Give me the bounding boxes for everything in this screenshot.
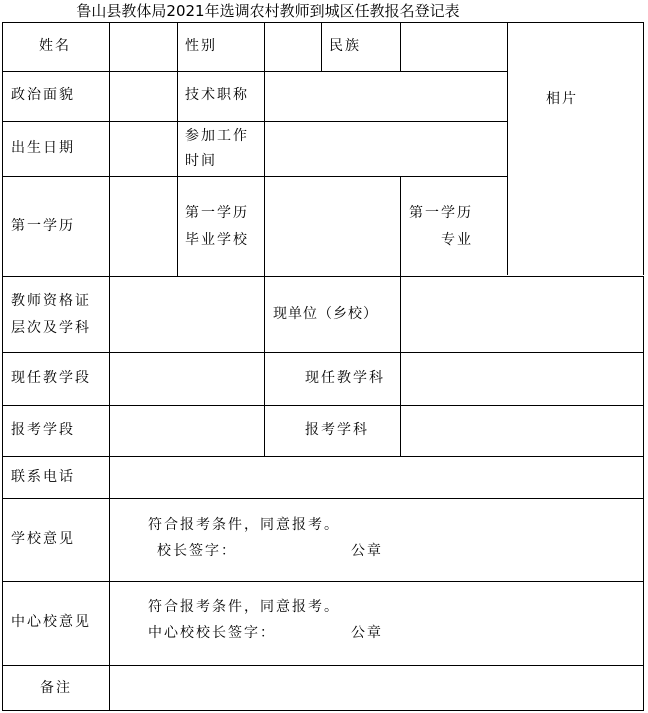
gender-field[interactable] [264,22,321,71]
form-title: 鲁山县教体局2021年选调农村教师到城区任教报名登记表 [76,2,460,20]
registration-form [0,22,648,713]
apply-stage-field[interactable] [109,405,264,456]
tech-title-label: 技术职称 [185,87,249,103]
birth-date-label-cell [2,121,109,176]
cert-label-cell [2,276,109,352]
school-principal-sign-label: 校长签字： [157,543,237,559]
apply-subject-label: 报考学科 [305,422,369,438]
apply-subject-field[interactable] [400,405,644,456]
apply-stage-label: 报考学段 [11,422,75,438]
remarks-field[interactable] [109,665,644,711]
name-field[interactable] [109,22,177,71]
gender-label-cell [177,22,264,71]
birth-date-label: 出生日期 [11,140,75,156]
first-edu-major-label-line2: 专业 [441,232,473,248]
center-seal-label: 公章 [351,625,383,641]
first-edu-label-cell [2,176,109,276]
cert-label-line2: 层次及学科 [11,320,91,336]
first-edu-major-label-cell [400,176,507,276]
first-edu-school-label-line1: 第一学历 [185,205,249,221]
cert-label-line1: 教师资格证 [11,293,91,309]
ethnicity-label-cell [321,22,400,71]
ethnicity-label: 民族 [329,38,361,54]
current-subject-field[interactable] [400,352,644,405]
political-status-label: 政治面貌 [11,87,75,103]
tech-title-label-cell [177,71,264,121]
current-subject-label-cell [264,352,400,405]
current-subject-label: 现任教学科 [305,370,385,386]
remarks-label-cell [2,665,109,711]
current-stage-label: 现任教学段 [11,370,91,386]
current-unit-field[interactable] [400,276,644,352]
first-edu-school-label-line2: 毕业学校 [185,232,249,248]
remarks-label: 备注 [40,680,72,696]
work-start-label-line2: 时间 [185,153,217,169]
center-opinion-label-cell [2,581,109,665]
work-start-field[interactable] [264,121,507,176]
school-agree-text: 符合报考条件，同意报考。 [148,517,340,533]
apply-stage-label-cell [2,405,109,456]
school-opinion-label: 学校意见 [11,531,75,547]
political-status-field[interactable] [109,71,177,121]
phone-label-cell [2,456,109,498]
first-edu-school-field[interactable] [264,176,400,276]
first-edu-major-label-line1: 第一学历 [409,205,473,221]
current-stage-label-cell [2,352,109,405]
center-agree-text: 符合报考条件，同意报考。 [148,599,340,615]
cert-field[interactable] [109,276,264,352]
birth-date-field[interactable] [109,121,177,176]
photo-label: 相片 [546,91,578,107]
name-label-cell [2,22,109,71]
first-edu-label: 第一学历 [11,218,75,234]
phone-label: 联系电话 [11,469,75,485]
current-unit-label: 现单位（乡校） [273,306,378,322]
school-opinion-box[interactable] [109,498,644,581]
work-start-label-cell [177,121,264,176]
work-start-label-line1: 参加工作 [185,128,249,144]
apply-subject-label-cell [264,405,400,456]
school-opinion-label-cell [2,498,109,581]
ethnicity-field[interactable] [400,22,507,71]
political-status-label-cell [2,71,109,121]
current-unit-label-cell [264,276,400,352]
tech-title-field[interactable] [264,71,507,121]
photo-box [507,22,644,275]
school-seal-label: 公章 [351,543,383,559]
center-opinion-box[interactable] [109,581,644,665]
center-opinion-label: 中心校意见 [11,614,91,630]
phone-field[interactable] [109,456,644,498]
name-label: 姓名 [39,38,71,54]
first-edu-field[interactable] [109,176,177,276]
gender-label: 性别 [185,38,217,54]
current-stage-field[interactable] [109,352,264,405]
center-principal-sign-label: 中心校校长签字： [148,625,276,641]
first-edu-school-label-cell [177,176,264,276]
